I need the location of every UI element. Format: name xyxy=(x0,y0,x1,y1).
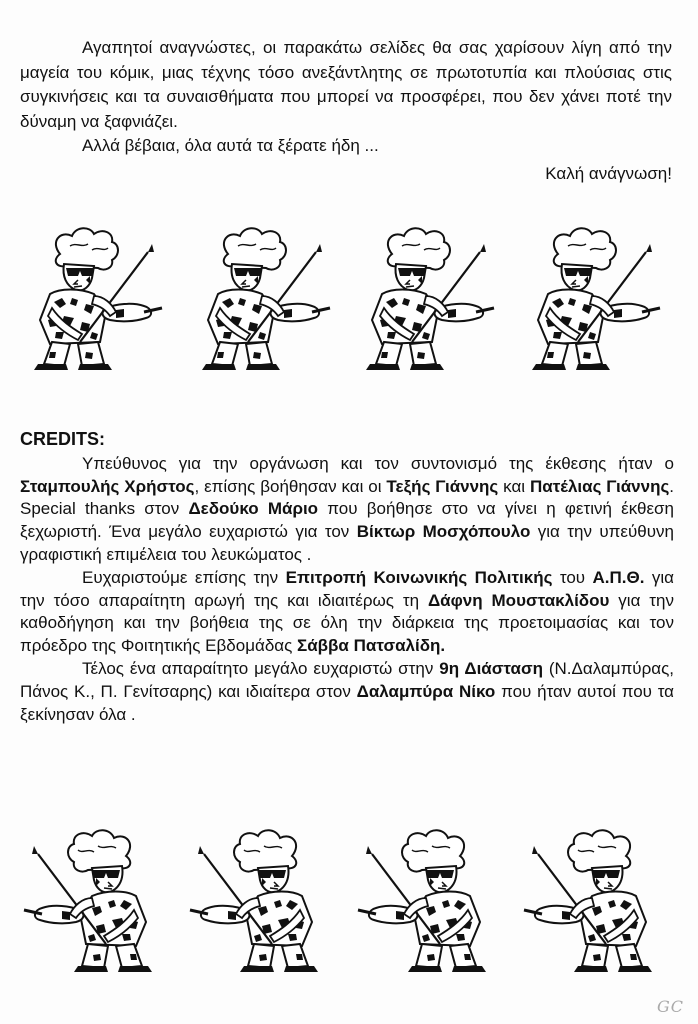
credits-text: (Ν.Δαλαμπύρας, Πάνος Κ., Π. Γενίτσαρης) και ιδιαίτερα στον xyxy=(20,658,675,701)
credits-name: Α.Π.Θ. xyxy=(592,567,645,587)
credits-paragraph-organisation xyxy=(20,453,674,567)
credits-name: Δεδούκο Μάριο xyxy=(188,499,319,519)
violinist-illustration-mirrored xyxy=(352,826,500,976)
credits-text: Τέλος ένα απαραίτητο μεγάλο ευχαριστώ στην xyxy=(82,658,440,678)
credits-heading: CREDITS: xyxy=(20,429,105,449)
credits-section xyxy=(20,428,674,726)
credits-name: Επιτροπή Κοινωνικής Πολιτικής xyxy=(285,567,553,587)
credits-text: για την καθοδήγηση και την βοήθεια της σε όλη την διάρκεια της προετοιμασίας και τον πρόεδρο της Φοιτητικής Εβδομάδας xyxy=(20,590,674,656)
credits-name: Σταμπουλής Χρήστος xyxy=(20,476,195,496)
credits-text: που ήταν αυτοί που τα ξεκίνησαν όλα . xyxy=(20,681,675,724)
violinist-illustration xyxy=(20,224,168,374)
intro-signoff: Καλή ανάγνωση! xyxy=(545,163,672,183)
credits-text: για την υπεύθυνη γραφιστική επιμέλεια του λευκώματος . xyxy=(20,522,674,564)
illustration-row-bottom xyxy=(0,826,698,976)
credits-name: 9η Διάσταση xyxy=(439,658,543,678)
violinist-illustration-mirrored xyxy=(184,826,332,976)
credits-paragraph-thanks xyxy=(20,567,674,658)
violinist-illustration-mirrored xyxy=(18,826,166,976)
credits-name: Βίκτωρ Μοσχόπουλο xyxy=(356,522,531,542)
credits-text: Υπεύθυνος για την οργάνωση και τον συντονισμό της έκθεσης ήταν ο xyxy=(82,453,674,473)
intro-remark: Αλλά βέβαια, όλα αυτά τα ξέρατε ήδη ... xyxy=(82,136,379,155)
credits-text: . Special thanks στον xyxy=(20,476,675,519)
credits-text: Ευχαριστούμε επίσης την xyxy=(82,567,286,587)
illustration-row-top xyxy=(0,224,698,374)
watermark: GC xyxy=(656,997,684,1016)
credits-name: Δαλαμπύρα Νίκο xyxy=(356,681,496,701)
credits-text: που βοήθησε στο να γίνει η φετινή έκθεση ξεχωριστή. Ένα μεγάλο ευχαριστώ για τον xyxy=(20,499,674,542)
credits-text: για την τόσο απαραίτητη αρωγή της και ιδιαιτέρως τη xyxy=(20,567,674,610)
credits-text: του xyxy=(552,567,593,587)
violinist-illustration xyxy=(188,224,336,374)
intro-paragraph: Αγαπητοί αναγνώστες, οι παρακάτω σελίδες θα σας χαρίσουν λίγη από την μαγεία του κόμικ, μιας τέχνης τόσο ανεξάντλητης σε πρωτοτυπία και πλούσιας στις συγκινήσεις και τα συναισθήματα που μπορεί να προσφέρει, που δεν χάνει ποτέ την δύναμη να ξαφνιάζει. xyxy=(20,38,672,131)
credits-text: και xyxy=(498,476,530,496)
credits-name: Πατέλιας Γιάννης xyxy=(529,476,670,496)
violinist-illustration xyxy=(518,224,666,374)
credits-name: Σάββα Πατσαλίδη. xyxy=(297,636,446,656)
credits-name: Τεξής Γιάννης xyxy=(386,476,499,496)
credits-text: , επίσης βοήθησαν και οι xyxy=(194,476,387,496)
credits-paragraph-final xyxy=(20,658,674,726)
credits-name: Δάφνη Μουστακλίδου xyxy=(427,590,610,610)
violinist-illustration xyxy=(352,224,500,374)
violinist-illustration-mirrored xyxy=(518,826,666,976)
intro-text xyxy=(20,36,672,186)
